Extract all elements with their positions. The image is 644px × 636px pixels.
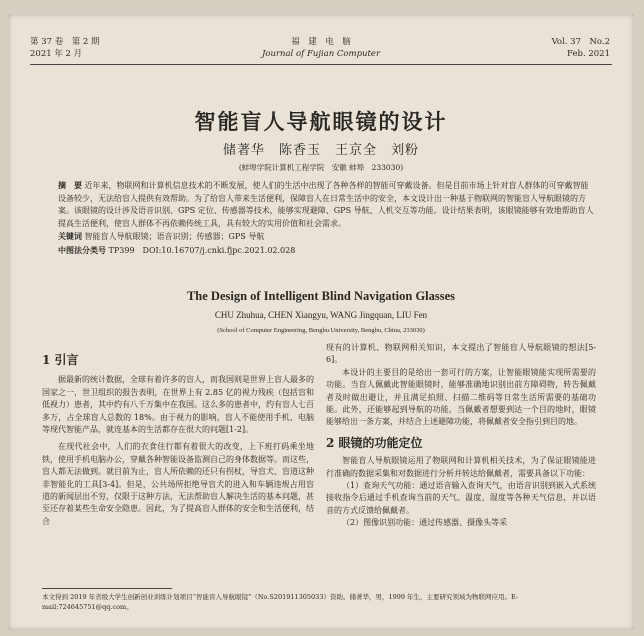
journal-name [8,36,634,60]
keywords-text: 智能盲人导航眼镜；语音识别；传感器；GPS 导航 [84,232,265,241]
affiliation-cn: (蚌埠学院计算机工程学院 安徽 蚌埠 233030) [238,163,404,172]
right-column [326,342,596,530]
date-cn: 2021 年 2 月 [30,49,83,59]
abstract-label: 摘 要 [58,180,82,190]
authors-en: CHU Zhuhua, CHEN Xiangyu, WANG Jingquan, LIU Fen [214,310,428,320]
footnote: 本文得到 2019 年省级大学生创新创业训练计划项目“智能盲人导航眼镜”（No.S201911305033）资助。储著华，男，1999 年生，主要研究领域为物联网应用。E-mail:724645751@qq.com。 [42,593,519,611]
intro-paragraph-2: 在现代社会中，人们的衣食住行都有着很大的改变，上下班打码乘坐地铁，使用手机电脑办公，穿戴各种智能设备监测自己的身体数据等。而这些，盲人都无法做到。就目前为止，盲人所依赖的还只有拐杖，导盲犬、盲道这种非智能化的工具[3-4]。但是，公共场所拒绝导盲犬的进入和车辆违规占用盲道的新闻层出不穷，仅限于这种方法，无法帮助盲人解决生活的基本问题，甚至还存着某些生命安全隐患。因此，为了提高盲人群体的安全和生活便利，结合 [42,442,314,526]
volume-issue-en [552,36,610,60]
section-heading-intro: 1 引言 [42,353,79,367]
abstract [58,179,594,230]
authors-cn: 储著华 陈香玉 王京全 刘粉 [222,143,419,158]
left-column [42,354,314,528]
classification-label: 中图法分类号 [58,244,106,255]
paper-title-en: The Design of Intelligent Blind Navigation Glasses [186,289,456,303]
abstract-block [58,179,594,257]
volume-en: Vol. 37 No.2 [551,37,610,47]
intro-paragraph-4: 本设计的主要目的是给出一套可行的方案，让智能眼镜能实现所需要的功能。当盲人佩戴此智能眼镜时，能够准确地识别出前方障碍物，转告佩戴者及时做出避让，并且满足拍照、扫描二维码等日常生活所需要的基础功能。此外，还能够起到导航的功能，当佩戴者想要到达一个目的地时，眼镜能够给出一条方案，并结合上述避障功能，将佩戴者安全指引到目的地。 [326,367,596,427]
function-item-image: （2）图像识别功能：通过传感器、摄像头等采 [342,518,508,528]
classification [58,244,594,258]
keywords [58,230,594,244]
intro-paragraph-1: 据最新的统计数据，全球有着许多的盲人，而我国则是世界上盲人最多的国家之一，世卫组织的报告表明，在世界上有 2.85 亿的视力残疾（包括盲和低视力）患者，其中约有八千万集中在我国。这么多的患者中，约有盲人七百多万，占全球盲人总数的 18%。由于视力的影响，盲人不能使用手机、电脑等现代智能产品，就连基本的生活都存在很大的问题[1-2]。 [42,375,314,435]
paper-title-cn: 智能盲人导航眼镜的设计 [194,109,448,134]
header-divider [30,64,612,65]
volume-cn: 第 37 卷 第 2 期 [30,37,100,47]
intro-paragraph-3: 现有的计算机、物联网相关知识，本文提出了智能盲人导航眼镜的想法[5-6]。 [326,343,596,365]
function-paragraph-1: 智能盲人导航眼镜运用了物联网和计算机相关技术，为了保证眼镜能进行准确的数据采集和对数据进行分析并转达给佩戴者，需要具备以下功能： [326,456,596,478]
affiliation-en: (School of Computer Engineering, Bengbu University, Bengbu, China, 233030) [217,327,425,334]
function-item-weather: （1）查询天气功能：通过语音输入查询天气，由语音识别到嵌入式系统接收指令后通过手机查询当前的天气、温度、湿度等各种天气信息，并以语音的方式反馈给佩戴者。 [326,481,596,515]
footnote-divider [42,588,172,589]
section-heading-function: 2 眼镜的功能定位 [326,435,423,450]
journal-name-en: Journal of Fujian Computer [261,49,381,59]
journal-name-cn: 福 建 电 脑 [291,37,351,47]
classification-value: TP399 DOI:10.16707/j.cnki.fjpc.2021.02.028 [108,245,296,255]
abstract-text: 近年来，物联网和计算机信息技术的不断发展，使人们的生活中出现了各种各样的智能可穿戴设备。但是目前市场上针对盲人群体的可穿戴智能设备较少，无法给盲人提供有效帮助。为了给盲人带来生活便利，保障盲人在日常生活中的安全，本文设计出一种基于物联网的智能盲人导航眼镜的方案。该眼镜的设计涉及语音识别、GPS 定位、传感器等技术，能够实现避障、GPS 导航、人机交互等功能。设计结果表明，该眼镜能够有效地帮助盲人提高生活便利，使盲人群体不再依赖传统工具，具有较大的实用价值和社会需求。 [58,181,594,228]
keywords-label: 关键词 [58,231,82,241]
date-en: Feb. 2021 [567,49,610,59]
paper-page [8,14,634,630]
